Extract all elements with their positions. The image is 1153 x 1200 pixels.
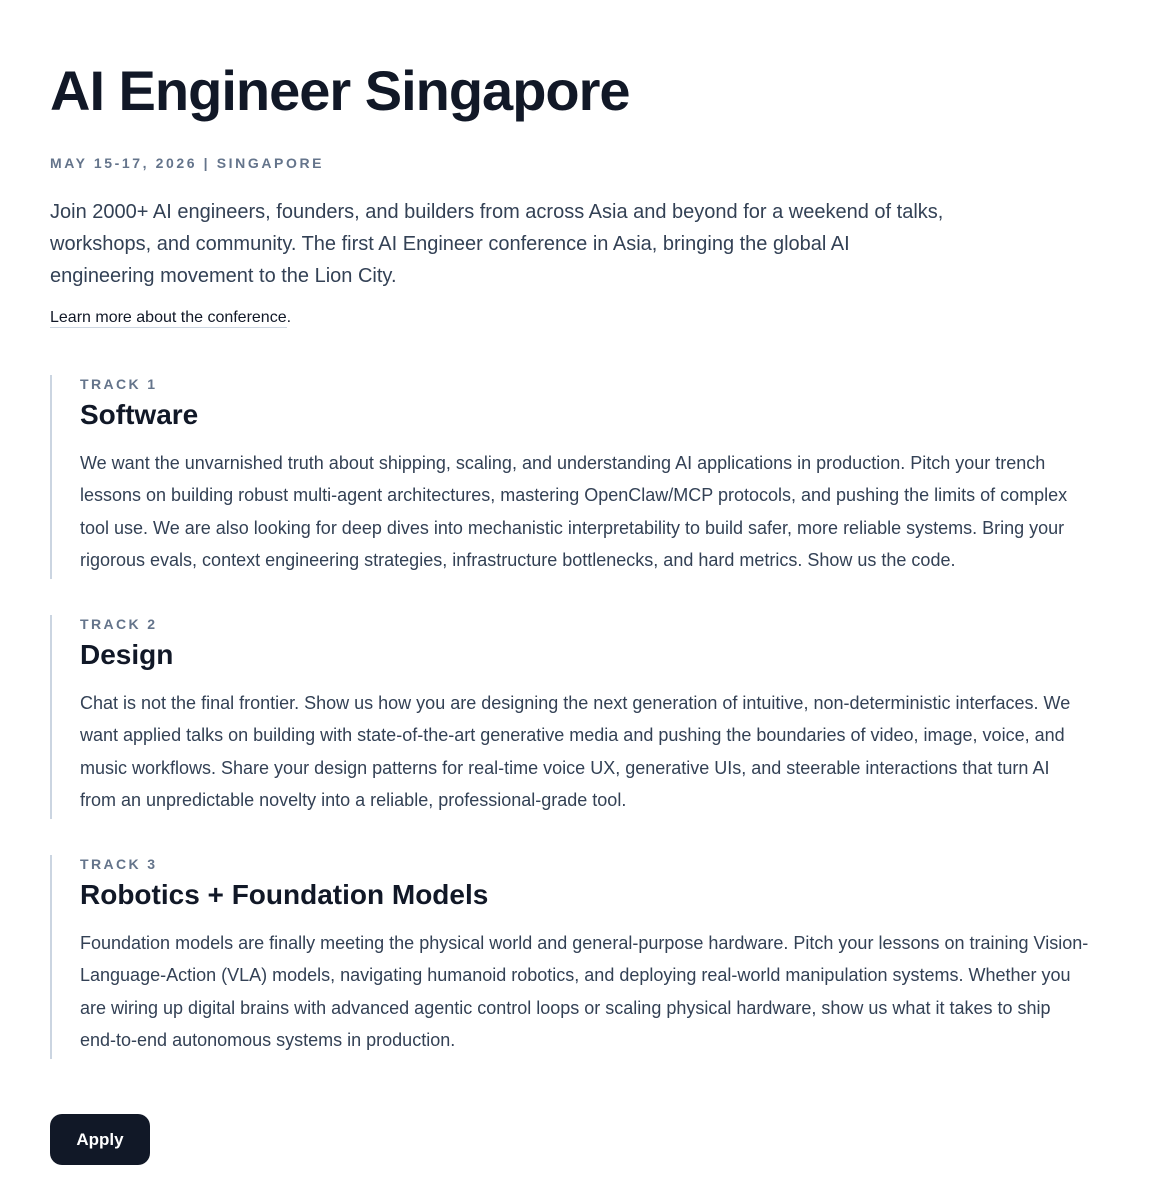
track-description: We want the unvarnished truth about shipping, scaling, and understanding AI applications in production. Pitch your trench lessons on building robust multi-agent architectures, mastering OpenClaw/MCP protocols, and pushing the limits of complex tool use. We are also looking for deep dives into mechanistic interpretability to build safer, more reliable systems. Bring your rigorous evals, context engineering strategies, infrastructure bottlenecks, and hard metrics. Show us the code. xyxy=(80,453,1068,571)
event-date-location: MAY 15-17, 2026 | SINGAPORE xyxy=(50,155,325,171)
track-label: TRACK 1 xyxy=(80,376,158,392)
track-label: TRACK 3 xyxy=(80,856,158,872)
track-software xyxy=(50,375,1090,579)
apply-button[interactable]: Apply xyxy=(50,1114,150,1165)
track-title: Design xyxy=(80,639,174,670)
learn-more-period: . xyxy=(286,309,292,326)
learn-more-link[interactable]: Learn more about the conference xyxy=(50,309,287,326)
track-design xyxy=(50,615,1090,819)
track-title: Software xyxy=(80,399,199,430)
track-description: Foundation models are finally meeting the physical world and general-purpose hardware. Pitch your lessons on training Vision-Language-Action (VLA) models, navigating humanoid robotics, and deploying real-world manipulation systems. Whether you are wiring up digital brains with advanced agentic control loops or scaling physical hardware, show us what it takes to ship end-to-end autonomous systems in production. xyxy=(80,933,1089,1051)
track-robotics xyxy=(50,855,1090,1059)
track-title: Robotics + Foundation Models xyxy=(80,879,489,910)
track-label: TRACK 2 xyxy=(80,616,158,632)
intro-paragraph: Join 2000+ AI engineers, founders, and builders from across Asia and beyond for a weekend of talks, workshops, and community. The first AI Engineer conference in Asia, bringing the global AI engineering movement to the Lion City. xyxy=(50,201,944,287)
track-description: Chat is not the final frontier. Show us how you are designing the next generation of intuitive, non-deterministic interfaces. We want applied talks on building with state-of-the-art generative media and pushing the boundaries of video, image, voice, and music workflows. Share your design patterns for real-time voice UX, generative UIs, and steerable interactions that turn AI from an unpredictable novelty into a reliable, professional-grade tool. xyxy=(80,693,1071,811)
page-title: AI Engineer Singapore xyxy=(50,59,630,122)
learn-more-line xyxy=(50,307,291,329)
